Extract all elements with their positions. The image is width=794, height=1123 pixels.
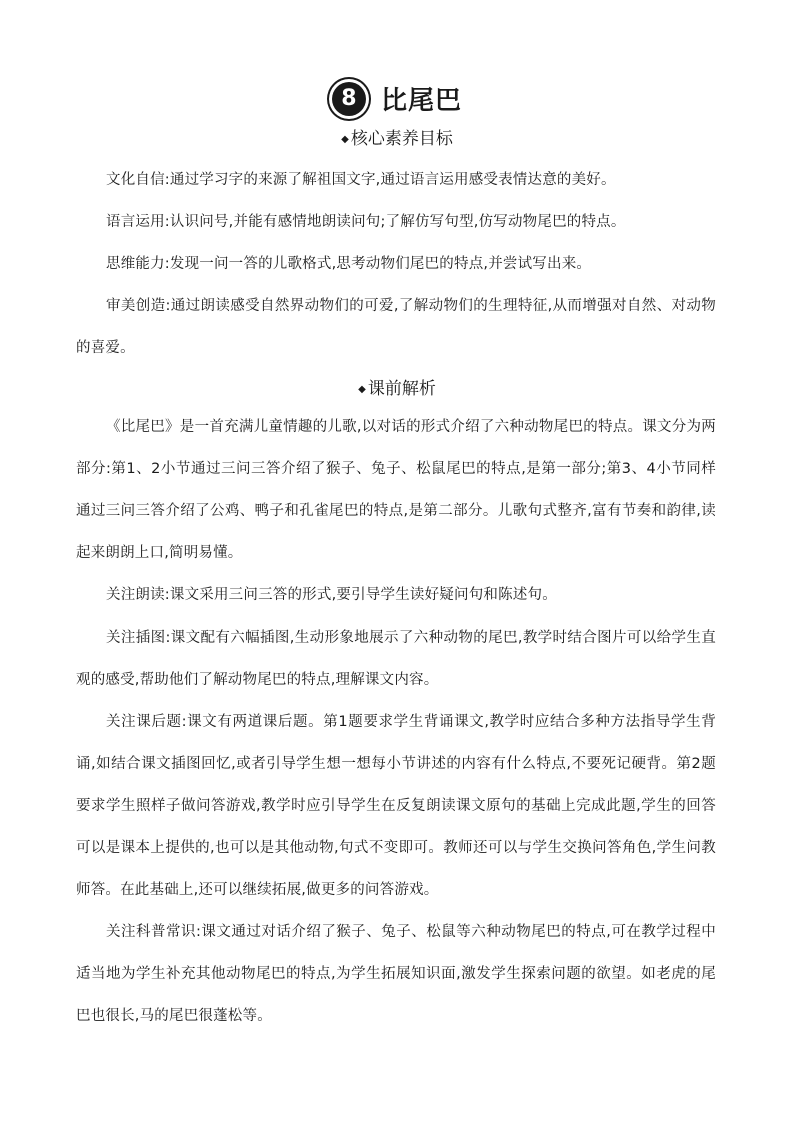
diamond-bullet-icon: ◆ [341,133,349,145]
lesson-title: 比尾巴 [381,86,463,116]
goals-heading-text: 核心素养目标 [350,129,453,149]
analysis-paragraph: 《比尾巴》是一首充满儿童情趣的儿歌,以对话的形式介绍了六种动物尾巴的特点。课文分为两部分:第1、2小节通过三问三答介绍了猴子、兔子、松鼠尾巴的特点,是第一部分;第3、4小节同样通过三问三答介绍了公鸡、鸭子和孔雀尾巴的特点,是第二部分。儿歌句式整齐,富有节奏和韵律,读起来朗朗上口,简明易懂。 [76,419,716,561]
goal-paragraph: 思维能力:发现一问一答的儿歌格式,思考动物们尾巴的特点,并尝试写出来。 [106,256,592,272]
analysis-paragraph: 关注科普常识:课文通过对话介绍了猴子、兔子、松鼠等六种动物尾巴的特点,可在教学过程中适当地为学生补充其他动物尾巴的特点,为学生拓展知识面,激发学生探索问题的欲望。如老虎的尾巴也很长,马的尾巴很蓬松等。 [76,924,716,1024]
lesson-number-badge: 8 [332,82,366,116]
lesson-header [0,80,794,117]
diamond-bullet-icon: ◆ [358,383,366,395]
analysis-heading [0,374,794,399]
analysis-paragraph: 关注课后题:课文有两道课后题。第1题要求学生背诵课文,教学时应结合多种方法指导学生背诵,如结合课文插图回忆,或者引导学生想一想每小节讲述的内容有什么特点,不要死记硬背。第2题要求学生照样子做问答游戏,教学时应引导学生在反复朗读课文原句的基础上完成此题,学生的回答可以是课本上提供的,也可以是其他动物,句式不变即可。教师还可以与学生交换问答角色,学生问教师答。在此基础上,还可以继续拓展,做更多的问答游戏。 [76,714,716,898]
goal-paragraph: 审美创造:通过朗读感受自然界动物们的可爱,了解动物们的生理特征,从而增强对自然、对动物的喜爱。 [76,298,716,356]
analysis-paragraph: 关注朗读:课文采用三问三答的形式,要引导学生读好疑问句和陈述句。 [106,587,557,603]
goals-heading [0,124,794,149]
goal-paragraph: 文化自信:通过学习字的来源了解祖国文字,通过语言运用感受表情达意的美好。 [106,172,616,188]
analysis-heading-text: 课前解析 [367,379,436,399]
goal-paragraph: 语言运用:认识问号,并能有感情地朗读问句;了解仿写句型,仿写动物尾巴的特点。 [106,214,626,230]
analysis-paragraph: 关注插图:课文配有六幅插图,生动形象地展示了六种动物的尾巴,教学时结合图片可以给学生直观的感受,帮助他们了解动物尾巴的特点,理解课文内容。 [76,630,716,688]
